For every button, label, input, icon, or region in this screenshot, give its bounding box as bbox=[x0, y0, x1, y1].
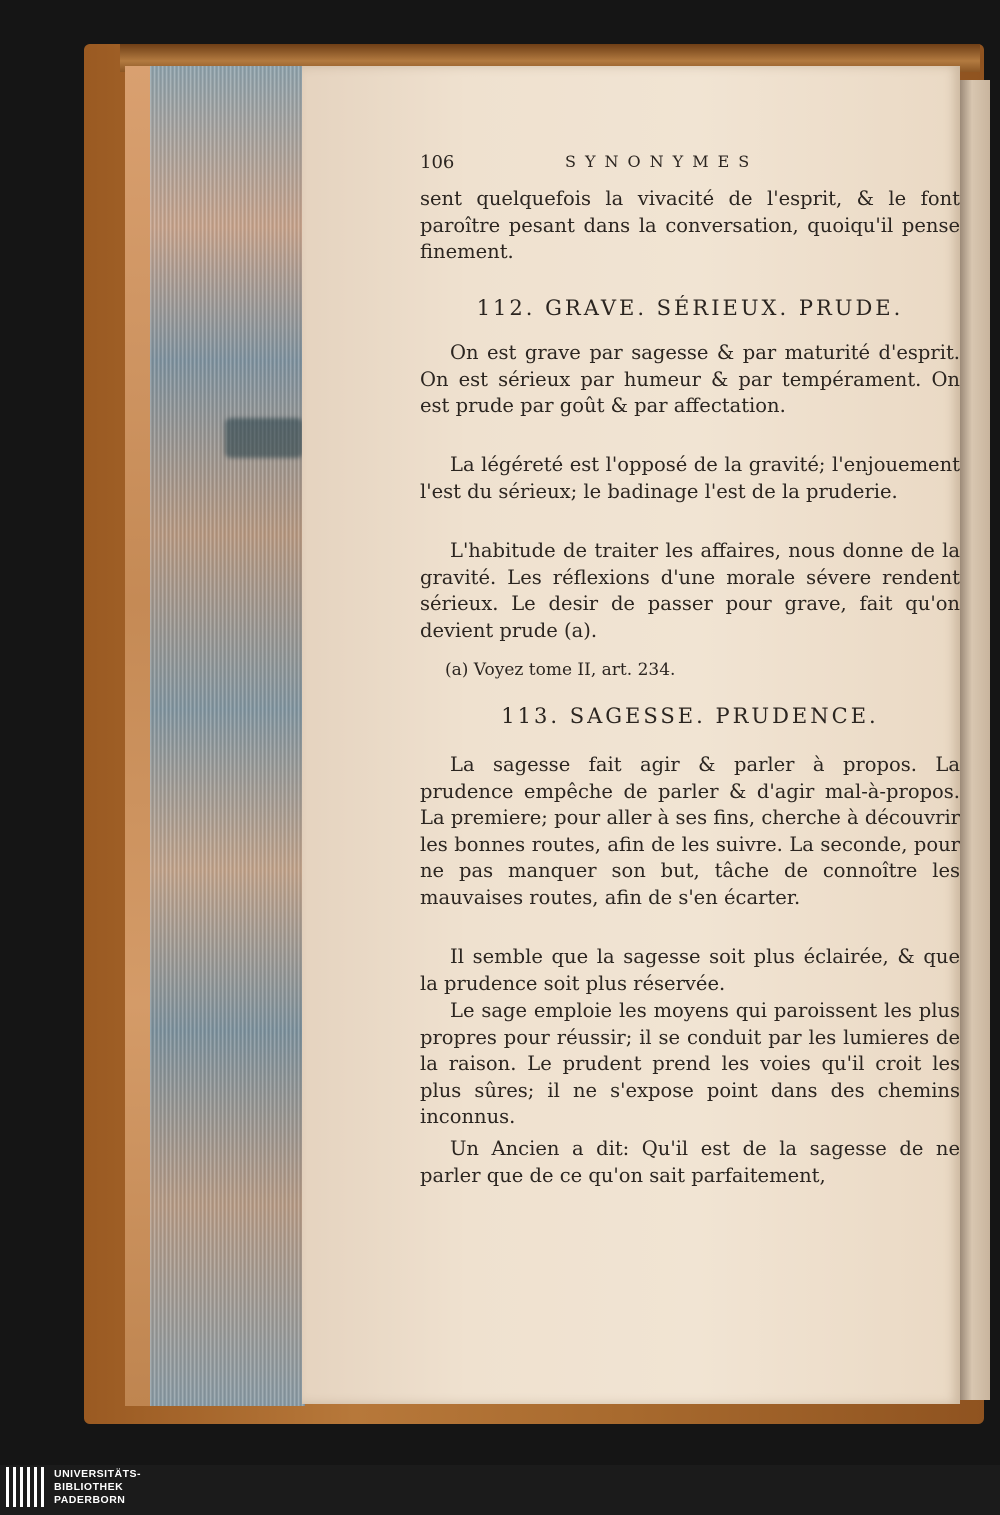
printed-page bbox=[302, 66, 960, 1404]
library-footer bbox=[0, 1465, 1000, 1515]
paragraph-112-2: La légéreté est l'opposé de la gravité; l'enjouement l'est du sérieux; le badinage l'est de la pruderie. bbox=[420, 453, 960, 503]
ink-stain bbox=[225, 418, 303, 458]
paragraph-113-2: Il semble que la sagesse soit plus éclairée, & que la prudence soit plus réservée. bbox=[420, 945, 960, 995]
footnote: (a) Voyez tome II, art. 234. bbox=[445, 660, 676, 680]
library-name-line1: UNIVERSITÄTS- bbox=[54, 1468, 142, 1480]
facing-page-edge bbox=[960, 80, 990, 1400]
paragraph-112-3: L'habitude de traiter les affaires, nous donne de la gravité. Les réflexions d'une morale sévere rendent sérieux. Le desir de passer pour grave, fait qu'on devient prude (a). bbox=[420, 539, 960, 642]
page-edges bbox=[150, 66, 305, 1406]
paragraph-113-3: Le sage emploie les moyens qui paroissent les plus propres pour réussir; il se conduit par les lumieres de la raison. Le prudent prend les voies qu'il croit les plus sûres; il ne s'expose point dans des chemins inconnus. bbox=[420, 999, 960, 1129]
library-name-line3: PADERBORN bbox=[54, 1494, 126, 1506]
continuation-text: sent quelquefois la vivacité de l'esprit, & le font paroître pesant dans la conversation, quoiqu'il pense finement. bbox=[420, 187, 960, 264]
section-heading-112: 112. GRAVE. SÉRIEUX. PRUDE. bbox=[476, 296, 904, 320]
library-logo-icon bbox=[6, 1467, 46, 1507]
running-title: SYNONYMES bbox=[565, 152, 759, 171]
section-heading-113: 113. SAGESSE. PRUDENCE. bbox=[501, 704, 879, 728]
paragraph-112-1: On est grave par sagesse & par maturité d'esprit. On est sérieux par humeur & par tempérament. On est prude par goût & par affectation. bbox=[420, 341, 960, 418]
paragraph-113-1: La sagesse fait agir & parler à propos. La prudence empêche de parler & d'agir mal-à-propos. La premiere; pour aller à ses fins, cherche à découvrir les bonnes routes, afin de les suivre. La seconde, pour ne pas manquer son but, tâche de connoître les mauvaises routes, afin de s'en écarter. bbox=[420, 753, 960, 909]
page-number: 106 bbox=[420, 152, 455, 173]
library-name-line2: BIBLIOTHEK bbox=[54, 1481, 124, 1493]
paragraph-113-4: Un Ancien a dit: Qu'il est de la sagesse de ne parler que de ce qu'on sait parfaitement, bbox=[420, 1137, 960, 1187]
